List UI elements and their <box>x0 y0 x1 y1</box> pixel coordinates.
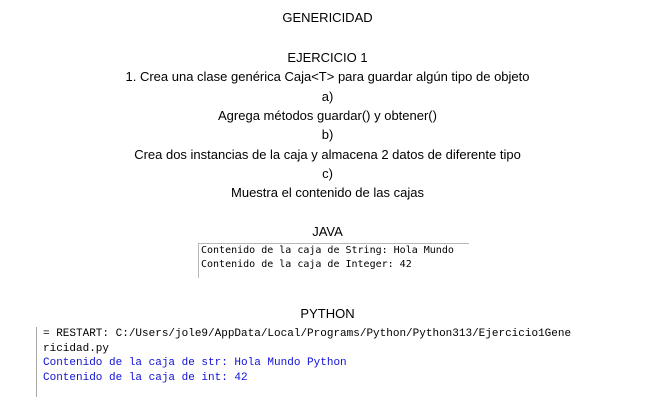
java-heading: JAVA <box>312 224 343 239</box>
python-output-line-int: Contenido de la caja de int: 42 <box>43 371 248 384</box>
java-output-line-integer: Contenido de la caja de Integer: 42 <box>201 259 412 270</box>
part-a-text: Agrega métodos guardar() y obtener() <box>218 108 437 123</box>
part-c-label: c) <box>322 166 333 181</box>
python-restart-line: = RESTART: C:/Users/jole9/AppData/Local/Programs/Python/Python313/Ejercicio1Gene <box>43 328 572 340</box>
part-b-text: Crea dos instancias de la caja y almacena 2 datos de diferente tipo <box>134 147 521 162</box>
part-c-text: Muestra el contenido de las cajas <box>231 185 424 200</box>
python-shell-output <box>36 327 642 397</box>
python-output-line-str: Contenido de la caja de str: Hola Mundo Python <box>43 357 347 369</box>
part-b-label: b) <box>321 127 334 142</box>
exercise-statement: 1. Crea una clase genérica Caja<T> para guardar algún tipo de objeto <box>125 69 530 84</box>
part-a-label: a) <box>321 89 334 104</box>
java-output-line-string: Contenido de la caja de String: Hola Mundo <box>201 245 454 256</box>
python-heading: PYTHON <box>300 306 355 321</box>
java-console-output <box>198 243 469 278</box>
python-restart-line-continued: ricidad.py <box>43 342 110 355</box>
exercise-heading: EJERCICIO 1 <box>287 50 368 65</box>
page-title: GENERICIDAD <box>282 10 373 25</box>
